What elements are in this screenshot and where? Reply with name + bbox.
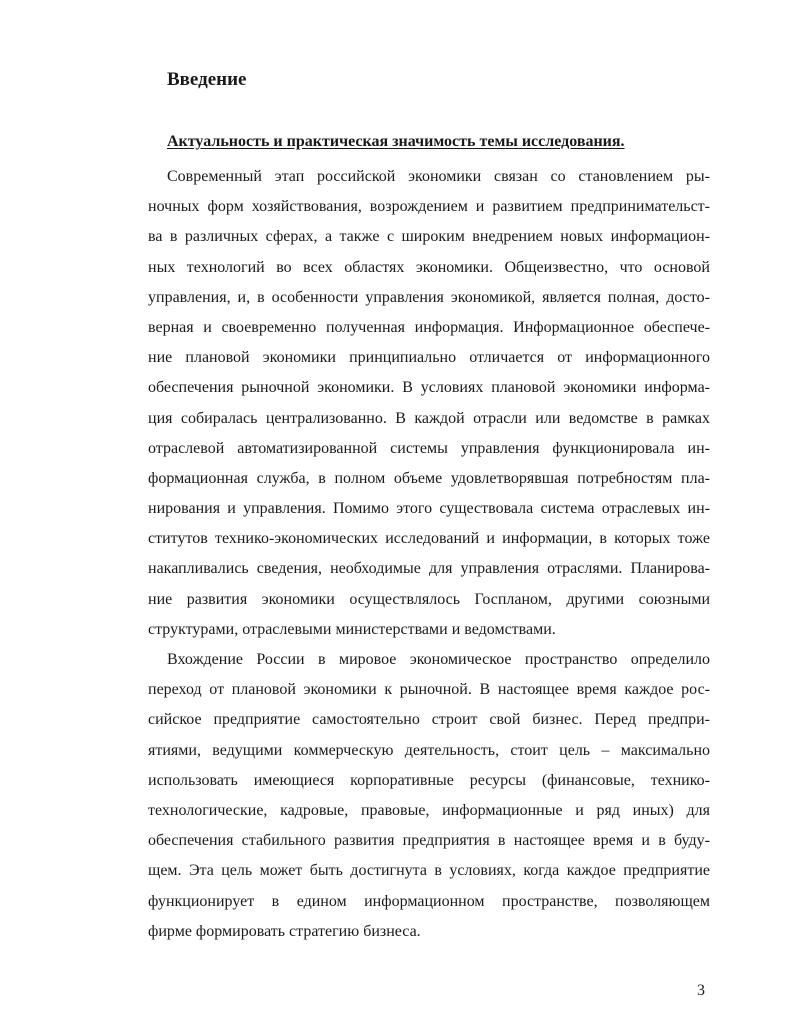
paragraph-line: ных технологий во всех областях экономики. Общеизвестно, что основой — [148, 258, 710, 276]
paragraph-line: Современный этап российской экономики связан со становлением ры- — [167, 168, 710, 185]
page-number: 3 — [697, 982, 705, 999]
paragraph-line: ние плановой экономики принципиально отличается от информационного — [148, 349, 710, 367]
paragraph-line: переход от плановой экономики к рыночной. В настоящее время каждое рос- — [148, 681, 710, 699]
paragraph-line: технологические, кадровые, правовые, информационные и ряд иных) для — [148, 801, 710, 819]
paragraph-line: Вхождение России в мировое экономическое пространство определило — [167, 651, 710, 668]
section-subtitle: Актуальность и практическая значимость темы исследования. — [167, 133, 625, 150]
paragraph-line: формационная служба, в полном объеме удовлетворявшая потребностям пла- — [148, 469, 710, 487]
paragraph-line: нирования и управления. Помимо этого существовала система отраслевых ин- — [148, 500, 710, 518]
paragraph-line: структурами, отраслевыми министерствами и ведомствами. — [148, 620, 556, 638]
paragraph-line: ночных форм хозяйствования, возрождением и развитием предпринимательст- — [148, 198, 710, 216]
paragraph-line: использовать имеющиеся корпоративные ресурсы (финансовые, технико- — [148, 771, 710, 789]
paragraph-line: управления, и, в особенности управления экономикой, является полная, досто- — [148, 288, 710, 306]
paragraph-2 — [148, 645, 710, 947]
paragraph-line: щем. Эта цель может быть достигнута в условиях, когда каждое предприятие — [148, 862, 710, 880]
paragraph-1 — [148, 162, 710, 645]
paragraph-line: верная и своевременно полученная информация. Информационное обеспече- — [148, 318, 710, 336]
page-title: Введение — [167, 69, 247, 90]
paragraph-line: ятиями, ведущими коммерческую деятельность, стоит цель – максимально — [148, 741, 710, 759]
paragraph-line: фирме формировать стратегию бизнеса. — [148, 922, 421, 940]
paragraph-line: сийское предприятие самостоятельно строит свой бизнес. Перед предпри- — [148, 711, 710, 729]
paragraph-line: ние развития экономики осуществлялось Госпланом, другими союзными — [148, 590, 710, 608]
paragraph-line: функционирует в едином информационном пространстве, позволяющем — [148, 892, 710, 910]
paragraph-line: накапливались сведения, необходимые для управления отраслями. Планирова- — [148, 560, 710, 578]
paragraph-line: ция собиралась централизованно. В каждой отрасли или ведомстве в рамках — [148, 409, 710, 427]
paragraph-line: обеспечения стабильного развития предприятия в настоящее время и в буду- — [148, 832, 710, 850]
paragraph-line: ва в различных сферах, а также с широким внедрением новых информацион- — [148, 228, 710, 246]
paragraph-line: отраслевой автоматизированной системы управления функционировала ин- — [148, 439, 710, 457]
paragraph-line: обеспечения рыночной экономики. В условиях плановой экономики информа- — [148, 379, 710, 397]
paragraph-line: ститутов технико-экономических исследований и информации, в которых тоже — [148, 530, 710, 548]
